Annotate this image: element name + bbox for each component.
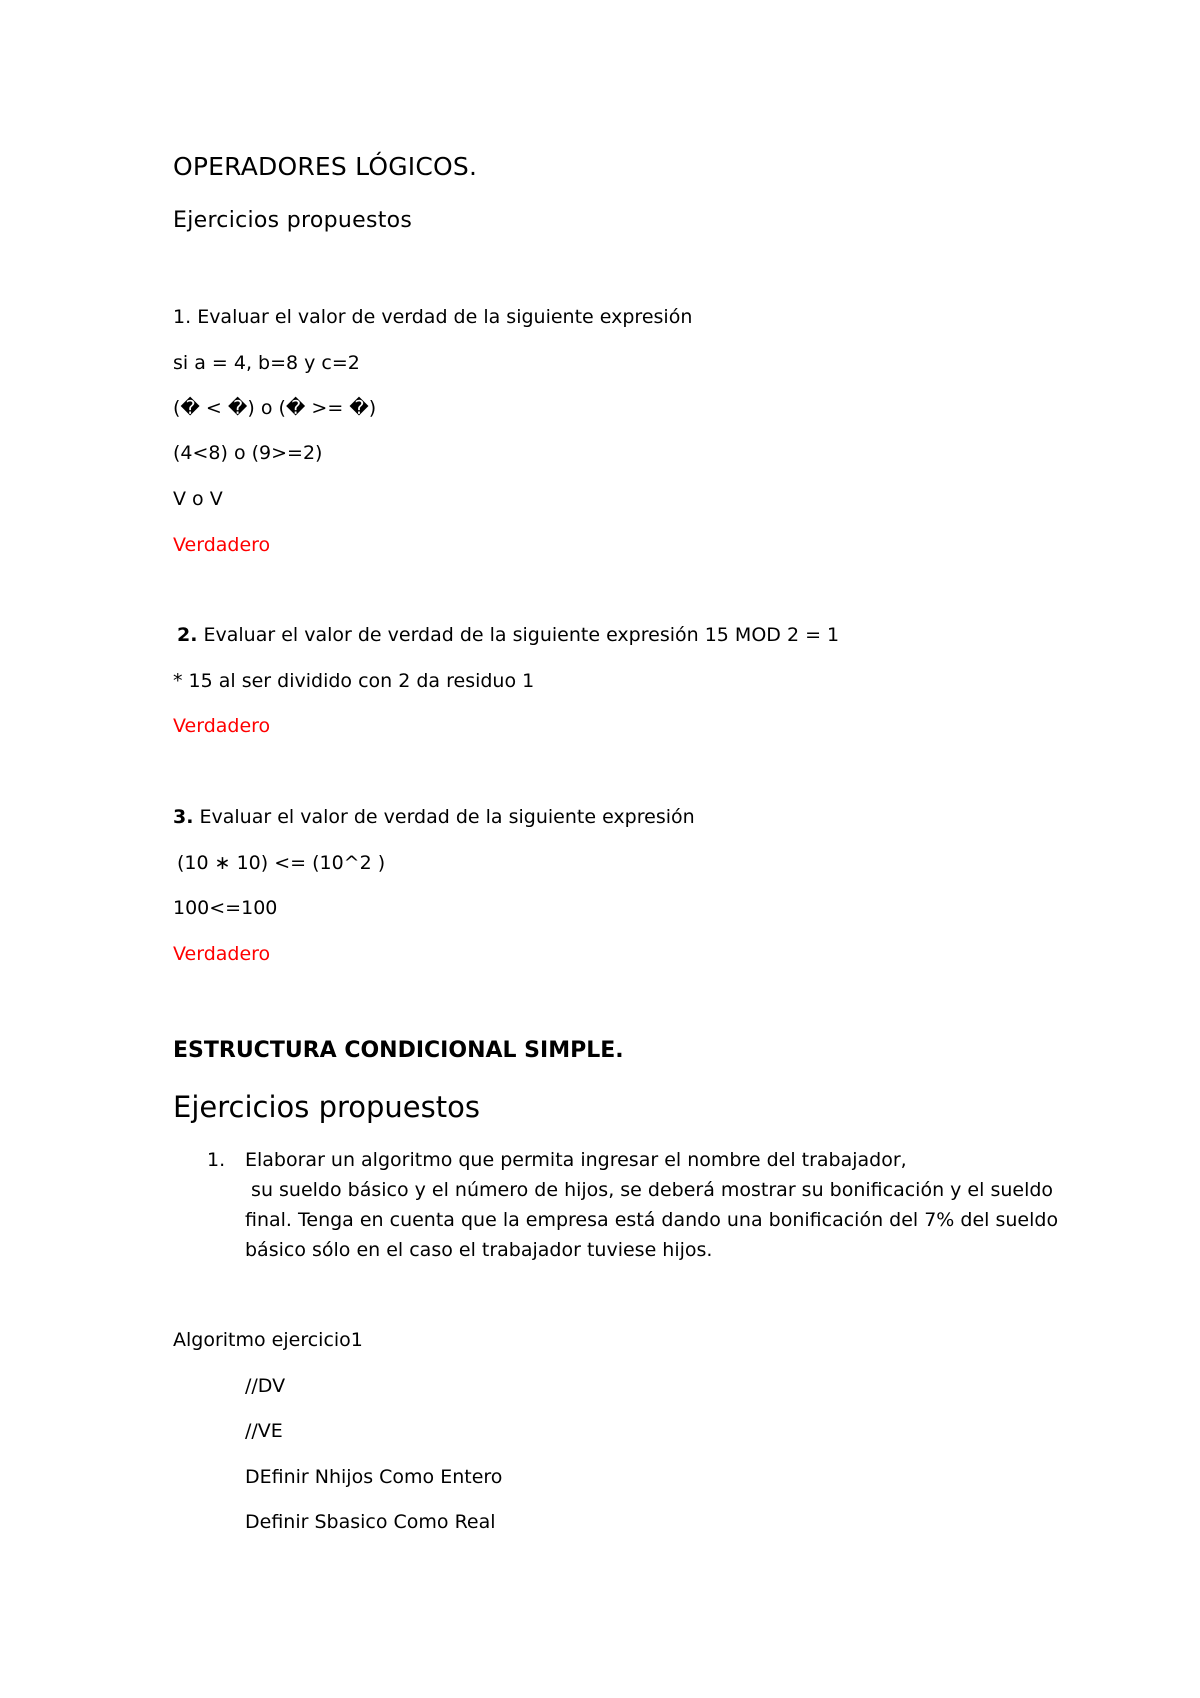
ex1-substituted: (4<8) o (9>=2) — [173, 442, 323, 464]
ex1-number: 1. — [173, 306, 192, 328]
algorithm-line-nhijos: DEfinir Nhijos Como Entero — [245, 1466, 503, 1488]
ex1-text: Evaluar el valor de verdad de la siguiente expresión — [197, 306, 693, 328]
ex3-text: Evaluar el valor de verdad de la siguiente expresión — [199, 806, 695, 828]
ex2-result: Verdadero — [173, 715, 271, 737]
ex2-note: * 15 al ser dividido con 2 da residuo 1 — [173, 670, 535, 692]
algorithm-line-ve: //VE — [245, 1420, 283, 1442]
ex3-statement — [173, 805, 695, 829]
section1-title: OPERADORES LÓGICOS. — [173, 152, 478, 181]
ex1-partial: V o V — [173, 488, 223, 510]
ex1-statement — [173, 305, 692, 329]
ex1-expression: (� < �) o (� >= �) — [173, 397, 377, 419]
ex3-expression: (10 ∗ 10) <= (10^2 ) — [177, 852, 386, 874]
item1-number: 1. — [207, 1149, 226, 1171]
algorithm-line-sbasico: Definir Sbasico Como Real — [245, 1511, 496, 1533]
section2-subtitle: Ejercicios propuestos — [173, 1090, 480, 1124]
section1-subtitle: Ejercicios propuestos — [173, 208, 413, 233]
item1-line4: básico sólo en el caso el trabajador tuviese hijos. — [245, 1239, 713, 1261]
ex2-number: 2. — [177, 624, 198, 646]
ex2-text: Evaluar el valor de verdad de la siguiente expresión 15 MOD 2 = 1 — [203, 624, 840, 646]
item1-line3: final. Tenga en cuenta que la empresa está dando una bonificación del 7% del sueldo — [245, 1209, 1059, 1231]
ex3-substituted: 100<=100 — [173, 897, 278, 919]
item1-line2: su sueldo básico y el número de hijos, se deberá mostrar su bonificación y el sueldo — [245, 1179, 1054, 1201]
ex2-statement — [177, 623, 839, 647]
ex1-values: si a = 4, b=8 y c=2 — [173, 352, 360, 374]
section2-title: ESTRUCTURA CONDICIONAL SIMPLE. — [173, 1038, 624, 1063]
ex3-number: 3. — [173, 806, 194, 828]
ex3-result: Verdadero — [173, 943, 271, 965]
algorithm-line-dv: //DV — [245, 1375, 286, 1397]
item1-line1: Elaborar un algoritmo que permita ingresar el nombre del trabajador, — [245, 1149, 907, 1171]
ex1-result: Verdadero — [173, 534, 271, 556]
algorithm-header: Algoritmo ejercicio1 — [173, 1329, 363, 1351]
